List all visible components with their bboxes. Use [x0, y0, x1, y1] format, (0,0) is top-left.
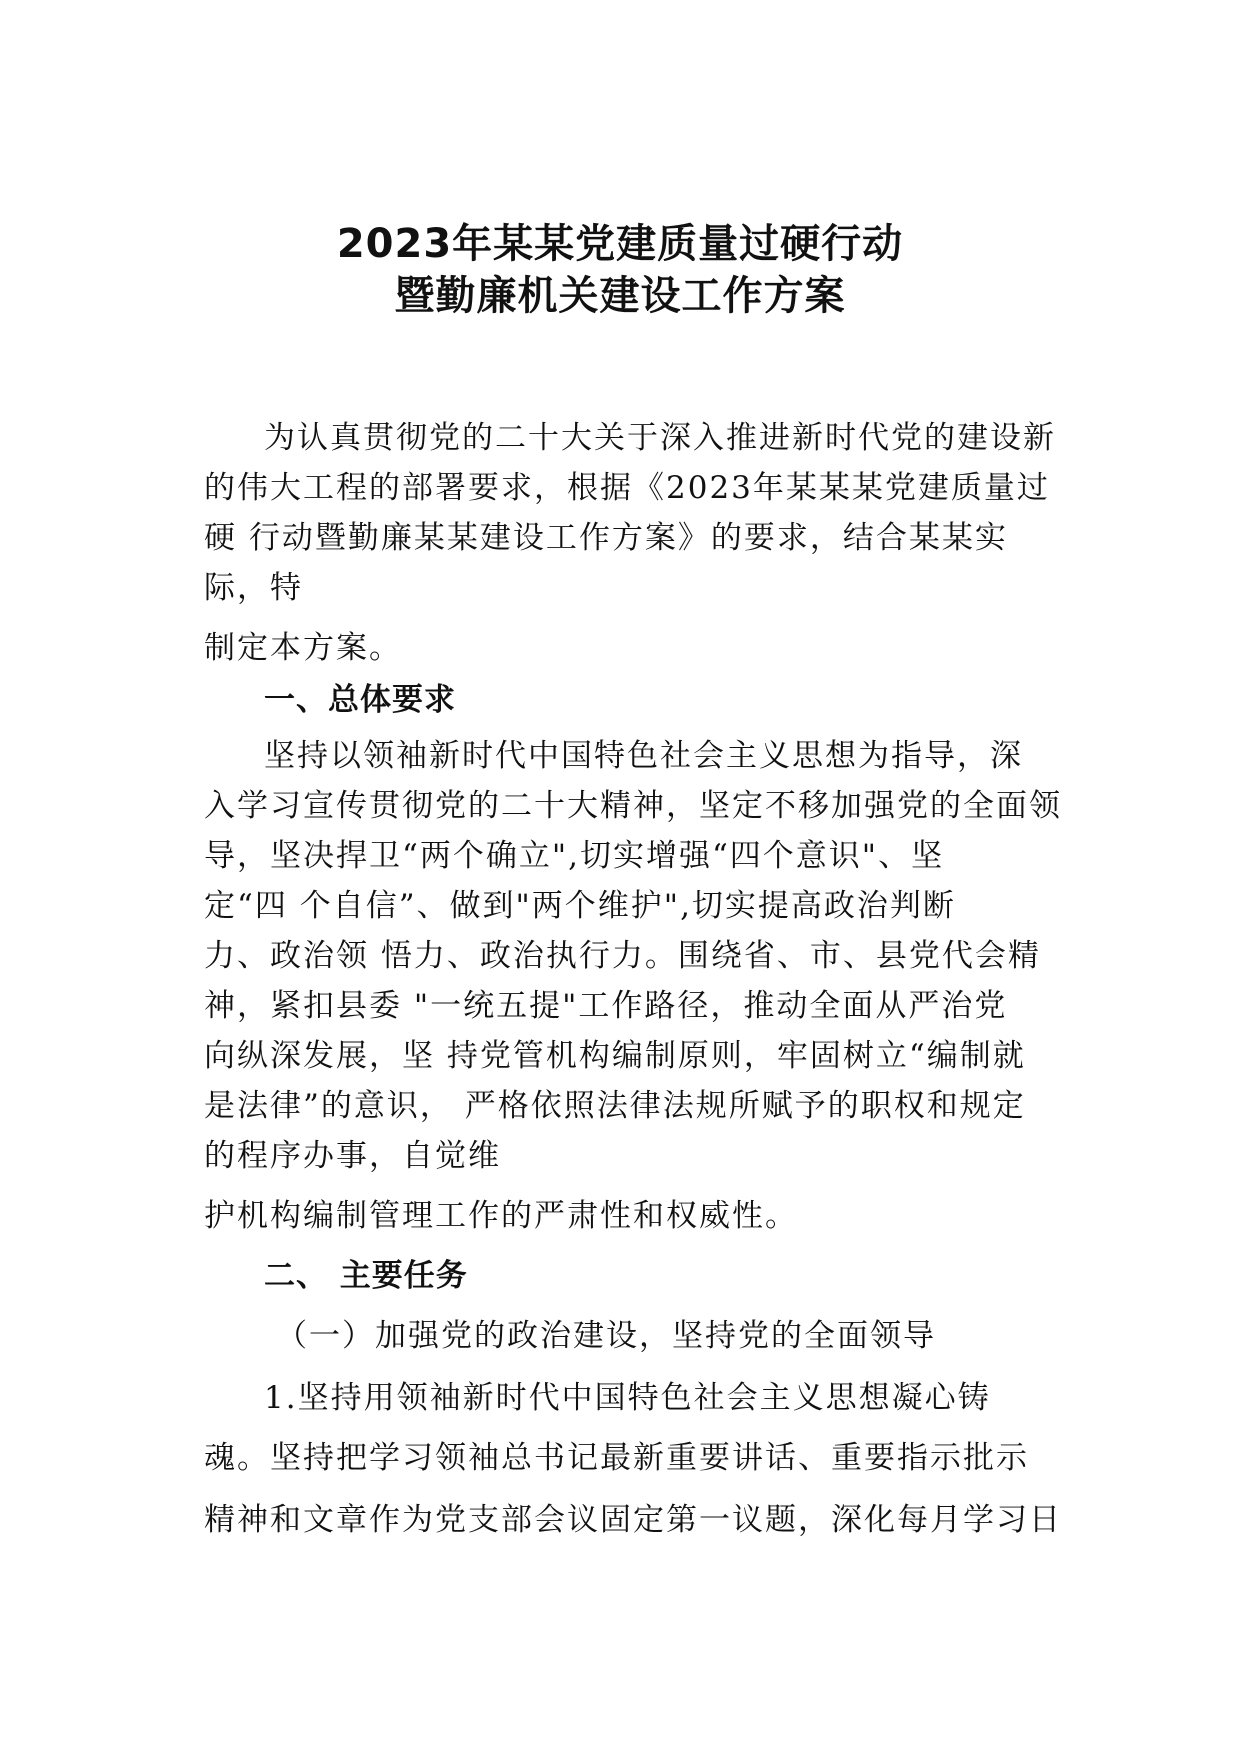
intro-line: 际，特	[204, 570, 303, 606]
section2-line: 1.坚持用领袖新时代中国特色社会主义思想凝心铸	[264, 1380, 991, 1416]
section1-line: 定“四 个自信”、做到"两个维护",切实提高政治判断	[204, 888, 956, 924]
intro-line: 硬 行动暨勤廉某某建设工作方案》的要求，结合某某实	[204, 520, 1008, 556]
section1-line: 导，坚决捍卫“两个确立",切实增强“四个意识"、坚	[204, 838, 945, 874]
section1-line: 力、政治领 悟力、政治执行力。围绕省、市、县党代会精	[204, 938, 1041, 974]
section1-line: 护机构编制管理工作的严肃性和权威性。	[204, 1198, 798, 1234]
section1-line: 的程序办事，自觉维	[204, 1138, 501, 1174]
section2-line: 精神和文章作为党支部会议固定第一议题，深化每月学习日	[204, 1502, 1062, 1538]
section2-line: 魂。坚持把学习领袖总书记最新重要讲话、重要指示批示	[204, 1440, 1029, 1476]
section1-line: 坚持以领袖新时代中国特色社会主义思想为指导，深	[264, 738, 1023, 774]
section-heading-1: 一、总体要求	[264, 682, 456, 718]
section1-line: 神，紧扣县委 "一统五提"工作路径，推动全面从严治党	[204, 988, 1008, 1024]
intro-line: 制定本方案。	[204, 630, 402, 666]
document-title-line2: 暨勤廉机关建设工作方案	[394, 273, 846, 319]
intro-line: 的伟大工程的部署要求，根据《2023年某某某党建质量过	[204, 470, 1050, 506]
section1-line: 向纵深发展，坚 持党管机构编制原则，牢固树立“编制就	[204, 1038, 1026, 1074]
section2-subheading: （一）加强党的政治建设，坚持党的全面领导	[276, 1318, 936, 1354]
section-heading-2: 二、 主要任务	[264, 1258, 468, 1294]
intro-line: 为认真贯彻党的二十大关于深入推进新时代党的建设新	[264, 420, 1056, 456]
section1-line: 入学习宣传贯彻党的二十大精神，坚定不移加强党的全面领	[204, 788, 1062, 824]
document-title-line1: 2023年某某党建质量过硬行动	[336, 221, 904, 267]
section1-line: 是法律”的意识， 严格依照法律法规所赋予的职权和规定	[204, 1088, 1026, 1124]
